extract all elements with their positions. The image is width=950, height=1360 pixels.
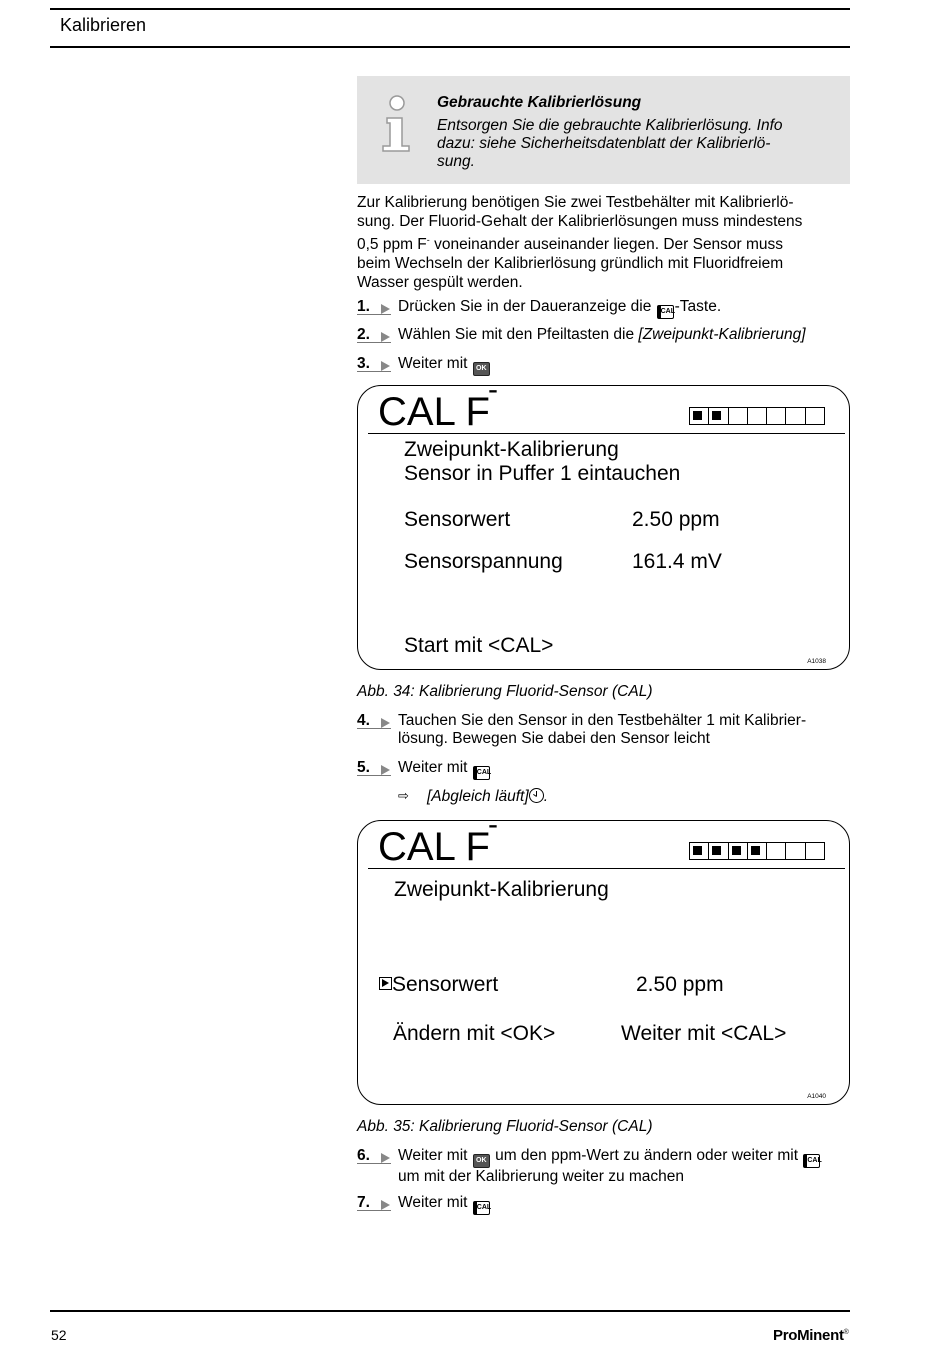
step-arrow-icon bbox=[381, 1153, 390, 1163]
display-mode-label: Zweipunkt-Kalibrierung bbox=[404, 438, 619, 461]
step-text: Wählen Sie mit den Pfeiltasten die bbox=[398, 326, 639, 343]
footer-rule bbox=[50, 1310, 850, 1312]
progress-cell bbox=[748, 408, 767, 424]
progress-indicator bbox=[689, 842, 825, 860]
header-top-rule bbox=[50, 8, 850, 10]
progress-indicator bbox=[689, 407, 825, 425]
header-bottom-rule bbox=[50, 46, 850, 48]
progress-cell bbox=[767, 408, 786, 424]
menu-item-reference: [Zweipunkt-Kalibrierung] bbox=[638, 326, 806, 343]
figure-caption: Abb. 35: Kalibrierung Fluorid-Sensor (CAL) bbox=[357, 1118, 653, 1135]
intro-line: Zur Kalibrierung benötigen Sie zwei Testbehälter mit Kalibrierlö- bbox=[357, 194, 794, 211]
sensor-voltage-label: Sensorspannung bbox=[404, 550, 563, 573]
progress-cell bbox=[709, 843, 728, 859]
progress-cell bbox=[690, 843, 709, 859]
intro-line: Wasser gespült werden. bbox=[357, 274, 523, 291]
page-number: 52 bbox=[51, 1327, 67, 1343]
step-number: 4. bbox=[357, 712, 370, 729]
sensor-value-label: Sensorwert bbox=[392, 973, 499, 996]
selection-marker-icon bbox=[379, 977, 392, 990]
progress-cell bbox=[806, 843, 824, 859]
cal-key-icon: CAL bbox=[473, 766, 490, 780]
result-text: [Abgleich läuft] bbox=[427, 788, 529, 805]
display-separator bbox=[368, 433, 845, 434]
sensor-value: 2.50 ppm bbox=[632, 508, 720, 531]
step-number: 3. bbox=[357, 355, 370, 372]
display-title-superscript: - bbox=[488, 373, 498, 406]
lcd-display-1 bbox=[357, 373, 850, 670]
progress-cell bbox=[806, 408, 824, 424]
info-body-line: sung. bbox=[437, 153, 475, 170]
sensor-voltage-value: 161.4 mV bbox=[632, 550, 722, 573]
progress-cell bbox=[729, 843, 748, 859]
figure-code: A1040 bbox=[807, 1093, 826, 1100]
info-title: Gebrauchte Kalibrierlösung bbox=[437, 94, 642, 111]
intro-line: sung. Der Fluorid-Gehalt der Kalibrierlösungen muss mindestens bbox=[357, 213, 803, 230]
figure-code: A1038 bbox=[807, 658, 826, 665]
cal-key-icon: CAL bbox=[473, 1201, 490, 1215]
step-arrow-icon bbox=[381, 765, 390, 775]
ok-key-icon: OK bbox=[473, 362, 490, 376]
step-text: Drücken Sie in der Daueranzeige die bbox=[398, 298, 656, 315]
figure-caption: Abb. 34: Kalibrierung Fluorid-Sensor (CAL) bbox=[357, 683, 653, 700]
step-text: lösung. Bewegen Sie dabei den Sensor leicht bbox=[398, 730, 710, 747]
sensor-value-label: Sensorwert bbox=[404, 508, 511, 531]
ok-key-icon: OK bbox=[473, 1154, 490, 1168]
info-box bbox=[357, 76, 850, 184]
step-arrow-icon bbox=[381, 332, 390, 342]
display-title: CAL F bbox=[378, 390, 490, 434]
intro-paragraph bbox=[357, 193, 847, 292]
step-number: 5. bbox=[357, 759, 370, 776]
progress-cell bbox=[767, 843, 786, 859]
step-number: 6. bbox=[357, 1147, 370, 1164]
step-text: Weiter mit bbox=[398, 759, 472, 776]
change-prompt: Ändern mit <OK> bbox=[393, 1022, 556, 1045]
step-arrow-icon bbox=[381, 304, 390, 314]
display-instruction: Sensor in Puffer 1 eintauchen bbox=[404, 462, 681, 485]
progress-cell bbox=[709, 408, 728, 424]
step-text: um mit der Kalibrierung weiter zu machen bbox=[398, 1168, 685, 1185]
step-number: 7. bbox=[357, 1194, 370, 1211]
info-icon bbox=[377, 94, 417, 154]
continue-prompt: Weiter mit <CAL> bbox=[621, 1022, 787, 1045]
cal-key-icon: CAL bbox=[803, 1154, 820, 1168]
progress-cell bbox=[729, 408, 748, 424]
progress-cell bbox=[786, 408, 805, 424]
result-arrow-icon: ⇨ bbox=[398, 788, 409, 803]
lcd-display-2 bbox=[357, 808, 850, 1105]
intro-line: 0,5 ppm F- voneinander auseinander liegen. Der Sensor muss bbox=[357, 235, 784, 253]
step-text: Tauchen Sie den Sensor in den Testbehälter 1 mit Kalibrier- bbox=[398, 712, 807, 729]
display-title-superscript: - bbox=[488, 808, 498, 841]
step-number: 1. bbox=[357, 298, 370, 315]
step-arrow-icon bbox=[381, 718, 390, 728]
cal-key-icon: CAL bbox=[657, 305, 674, 319]
step-arrow-icon bbox=[381, 1200, 390, 1210]
intro-line: beim Wechseln der Kalibrierlösung gründlich mit Fluoridfreiem bbox=[357, 255, 784, 272]
display-mode-label: Zweipunkt-Kalibrierung bbox=[394, 878, 609, 901]
page-title: Kalibrieren bbox=[60, 15, 147, 35]
brand-logo: ProMinent® bbox=[773, 1327, 849, 1344]
info-body-line: Entsorgen Sie die gebrauchte Kalibrierlösung. Info bbox=[437, 117, 783, 134]
progress-cell bbox=[748, 843, 767, 859]
step-text: Weiter mit bbox=[398, 1147, 472, 1164]
clock-icon bbox=[529, 788, 544, 803]
sensor-value: 2.50 ppm bbox=[636, 973, 724, 996]
progress-cell bbox=[786, 843, 805, 859]
step-number: 2. bbox=[357, 326, 370, 343]
progress-cell bbox=[690, 408, 709, 424]
step-text: Weiter mit bbox=[398, 1194, 472, 1211]
info-body-line: dazu: siehe Sicherheitsdatenblatt der Kalibrierlö- bbox=[437, 135, 771, 152]
display-title: CAL F bbox=[378, 825, 490, 869]
display-separator bbox=[368, 868, 845, 869]
step-arrow-icon bbox=[381, 361, 390, 371]
step-text: Weiter mit bbox=[398, 355, 472, 372]
display-footer-prompt: Start mit <CAL> bbox=[404, 634, 554, 657]
info-body bbox=[437, 117, 827, 171]
